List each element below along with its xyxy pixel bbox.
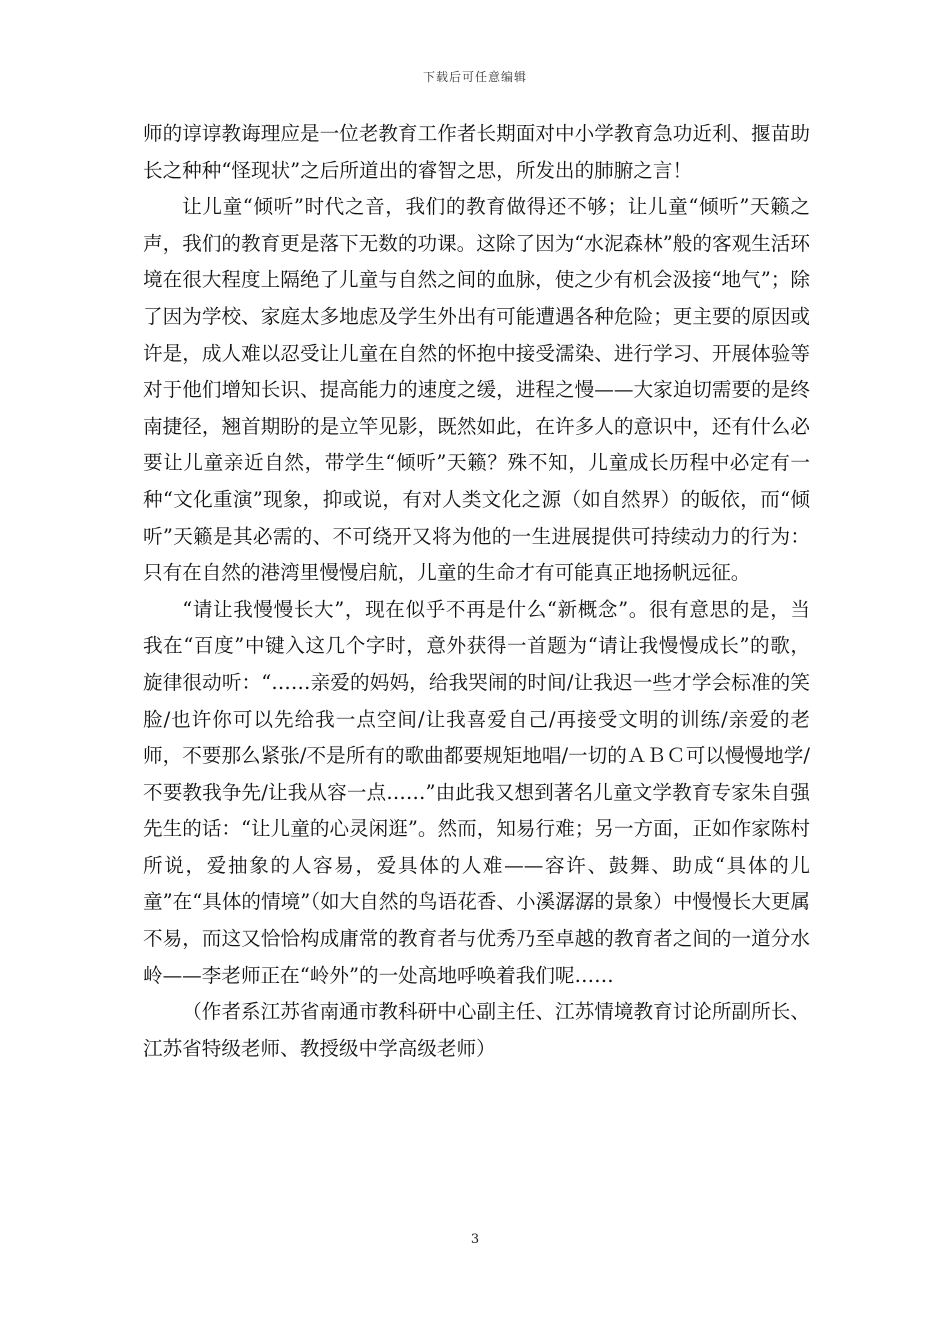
page-header: 下载后可任意编辑 — [422, 70, 527, 84]
page-number: 3 — [470, 1232, 480, 1247]
paragraph-listening: 让儿童“倾听”时代之音，我们的教育做得还不够；让儿童“倾听”天籁之声，我们的教育更是落下无数的功课。这除了因为“水泥森林”般的客观生活环境在很大程度上隔绝了儿童与自然之间的血脉，使之少有机会汲接“地气”；除了因为学校、家庭太多地虑及学生外出有可能遭遇各种危险；更主要的原因或许是，成人难以忍受让儿童在自然的怀抱中接受濡染、进行学习、开展体验等对于他们增知长识、提高能力的速度之缓，进程之慢——大家迫切需要的是终南捷径，翘首期盼的是立竿见影，既然如此，在许多人的意识中，还有什么必要让儿童亲近自然，带学生“倾听”天籁？殊不知，儿童成长历程中必定有一种“文化重演”现象，抑或说，有对人类文化之源（如自然界）的皈依，而“倾听”天籁是其必需的、不可绕开又将为他的一生进展提供可持续动力的行为：只有在自然的港湾里慢慢启航，儿童的生命才有可能真正地扬帆远征。 — [143, 195, 810, 585]
author-note: （作者系江苏省南通市教科研中心副主任、江苏情境教育讨论所副所长、江苏省特级老师、教授级中学高级老师） — [143, 1000, 810, 1060]
document-body — [143, 116, 810, 1067]
paragraph-continuation: 师的谆谆教诲理应是一位老教育工作者长期面对中小学教育急功近利、揠苗助长之种种“怪现状”之后所道出的睿智之思，所发出的肺腑之言！ — [143, 122, 810, 182]
paragraph-grow-slowly: “请让我慢慢长大”，现在似乎不再是什么“新概念”。很有意思的是，当我在“百度”中键入这几个字时，意外获得一首题为“请让我慢慢成长”的歌，旋律很动听：“……亲爱的妈妈，给我哭闹的时间/让我迟一些才学会标准的笑脸/也许你可以先给我一点空间/让我喜爱自己/再接受文明的训练/亲爱的老师，不要那么紧张/不是所有的歌曲都要规矩地唱/一切的ＡＢＣ可以慢慢地学/不要教我争先/让我从容一点……”由此我又想到著名儿童文学教育专家朱自强先生的话：“让儿童的心灵闲逛”。然而，知易行难；另一方面，正如作家陈村所说，爱抽象的人容易，爱具体的人难——容许、鼓舞、助成“具体的儿童”在“具体的情境”（如大自然的鸟语花香、小溪潺潺的景象）中慢慢长大更属不易，而这又恰恰构成庸常的教育者与优秀乃至卓越的教育者之间的一道分水岭——李老师正在“岭外”的一处高地呼唤着我们呢…… — [143, 597, 810, 987]
